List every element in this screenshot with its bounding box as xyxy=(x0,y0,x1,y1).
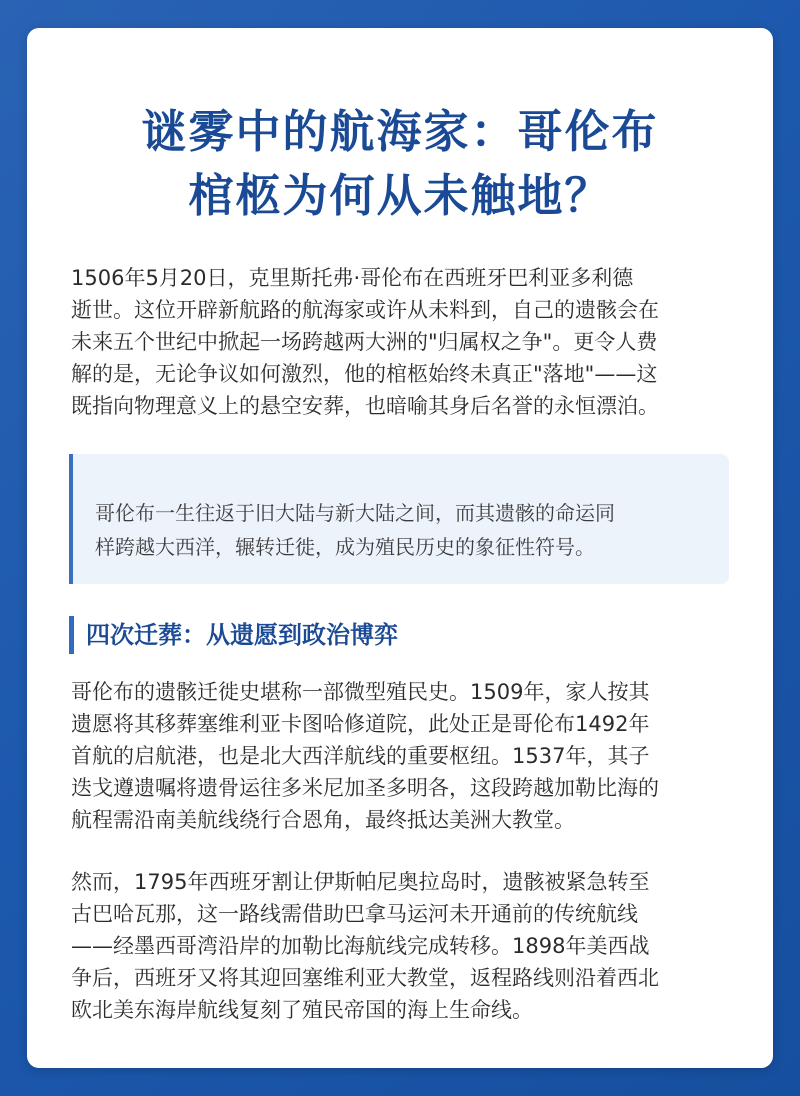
intro-line: 解的是，无论争议如何激烈，他的棺柩始终未真正"落地"——这 xyxy=(71,362,658,386)
body-line: 哥伦布的遗骸迁徙史堪称一部微型殖民史。1509年，家人按其 xyxy=(71,680,650,704)
quote-box xyxy=(69,454,729,584)
article-title xyxy=(27,100,773,228)
body-line: 迭戈遵遗嘱将遗骨运往多米尼加圣多明各，这段跨越加勒比海的 xyxy=(71,776,659,800)
quote-line: 样跨越大西洋，辗转迁徙，成为殖民历史的象征性符号。 xyxy=(95,535,595,559)
body-line: 争后，西班牙又将其迎回塞维利亚大教堂，返程路线则沿着西北 xyxy=(71,966,659,990)
body-line: 航程需沿南美航线绕行合恩角，最终抵达美洲大教堂。 xyxy=(71,808,575,832)
section-heading xyxy=(69,616,398,654)
section-heading-text: 四次迁葬：从遗愿到政治博弈 xyxy=(86,621,398,649)
intro-line: 1506年5月20日，克里斯托弗·哥伦布在西班牙巴利亚多利德 xyxy=(71,266,634,290)
intro-line: 未来五个世纪中掀起一场跨越两大洲的"归属权之争"。更令人费 xyxy=(71,330,658,354)
quote-line: 哥伦布一生往返于旧大陆与新大陆之间，而其遗骸的命运同 xyxy=(95,501,615,525)
body-line: 遗愿将其移葬塞维利亚卡图哈修道院，此处正是哥伦布1492年 xyxy=(71,712,650,736)
title-line-2: 棺柩为何从未触地？ xyxy=(188,169,612,222)
intro-line: 逝世。这位开辟新航路的航海家或许从未料到，自己的遗骸会在 xyxy=(71,298,659,322)
body-line: 然而，1795年西班牙割让伊斯帕尼奥拉岛时，遗骸被紧急转至 xyxy=(71,870,650,894)
body-line: 古巴哈瓦那，这一路线需借助巴拿马运河未开通前的传统航线 xyxy=(71,902,638,926)
body-line: 首航的启航港，也是北大西洋航线的重要枢纽。1537年，其子 xyxy=(71,744,650,768)
body-line: ——经墨西哥湾沿岸的加勒比海航线完成转移。1898年美西战 xyxy=(71,934,650,958)
quote-text xyxy=(95,496,615,564)
body-paragraph-1 xyxy=(71,676,731,836)
body-paragraph-2 xyxy=(71,866,731,1026)
body-line: 欧北美东海岸航线复刻了殖民帝国的海上生命线。 xyxy=(71,998,533,1022)
title-line-1: 谜雾中的航海家：哥伦布 xyxy=(141,105,659,158)
article-card xyxy=(27,28,773,1068)
intro-line: 既指向物理意义上的悬空安葬，也暗喻其身后名誉的永恒漂泊。 xyxy=(71,394,659,418)
intro-paragraph xyxy=(71,262,731,422)
